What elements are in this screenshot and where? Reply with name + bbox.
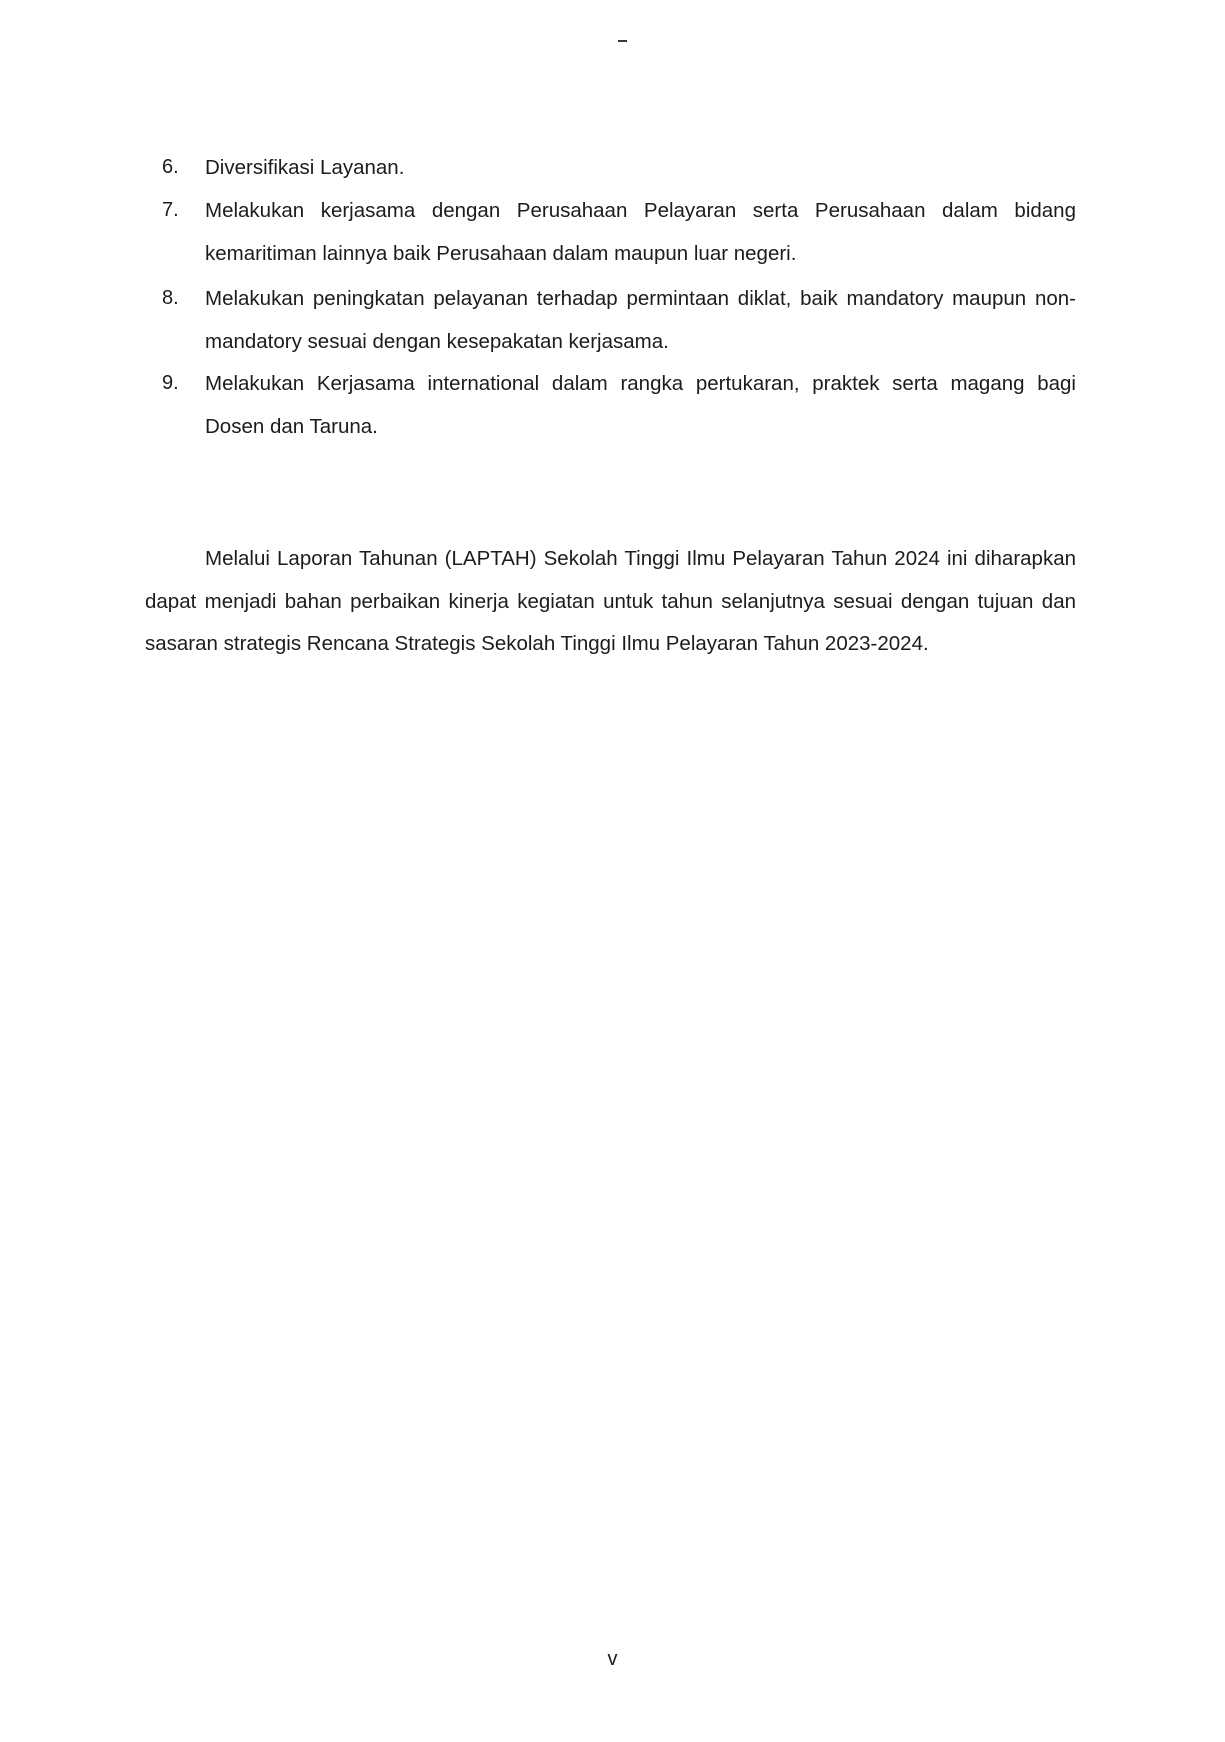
list-item-number: 6. bbox=[162, 156, 179, 178]
list-item-text: Melakukan peningkatan pelayanan terhadap permintaan diklat, baik mandatory maupun non-mandatory sesuai dengan kesepakatan kerjasama. bbox=[205, 287, 1076, 353]
page-number: v bbox=[607, 1648, 618, 1670]
closing-paragraph: Melalui Laporan Tahunan (LAPTAH) Sekolah Tinggi Ilmu Pelayaran Tahun 2024 ini diharapkan dapat menjadi bahan perbaikan kinerja kegiatan untuk tahun selanjutnya sesuai dengan tujuan dan sasaran strategis Rencana Strategis Sekolah Tinggi Ilmu Pelayaran Tahun 2023-2024. bbox=[145, 547, 1076, 655]
list-item-text: Diversifikasi Layanan. bbox=[205, 156, 405, 179]
scan-mark bbox=[618, 40, 627, 42]
list-item-number: 7. bbox=[162, 199, 179, 221]
list-item-text: Melakukan Kerjasama international dalam rangka pertukaran, praktek serta magang bagi Dosen dan Taruna. bbox=[205, 372, 1076, 438]
list-item-text: Melakukan kerjasama dengan Perusahaan Pelayaran serta Perusahaan dalam bidang kemaritiman lainnya baik Perusahaan dalam maupun luar negeri. bbox=[205, 199, 1076, 265]
list-item-number: 8. bbox=[162, 287, 179, 309]
list-item-number: 9. bbox=[162, 372, 179, 394]
